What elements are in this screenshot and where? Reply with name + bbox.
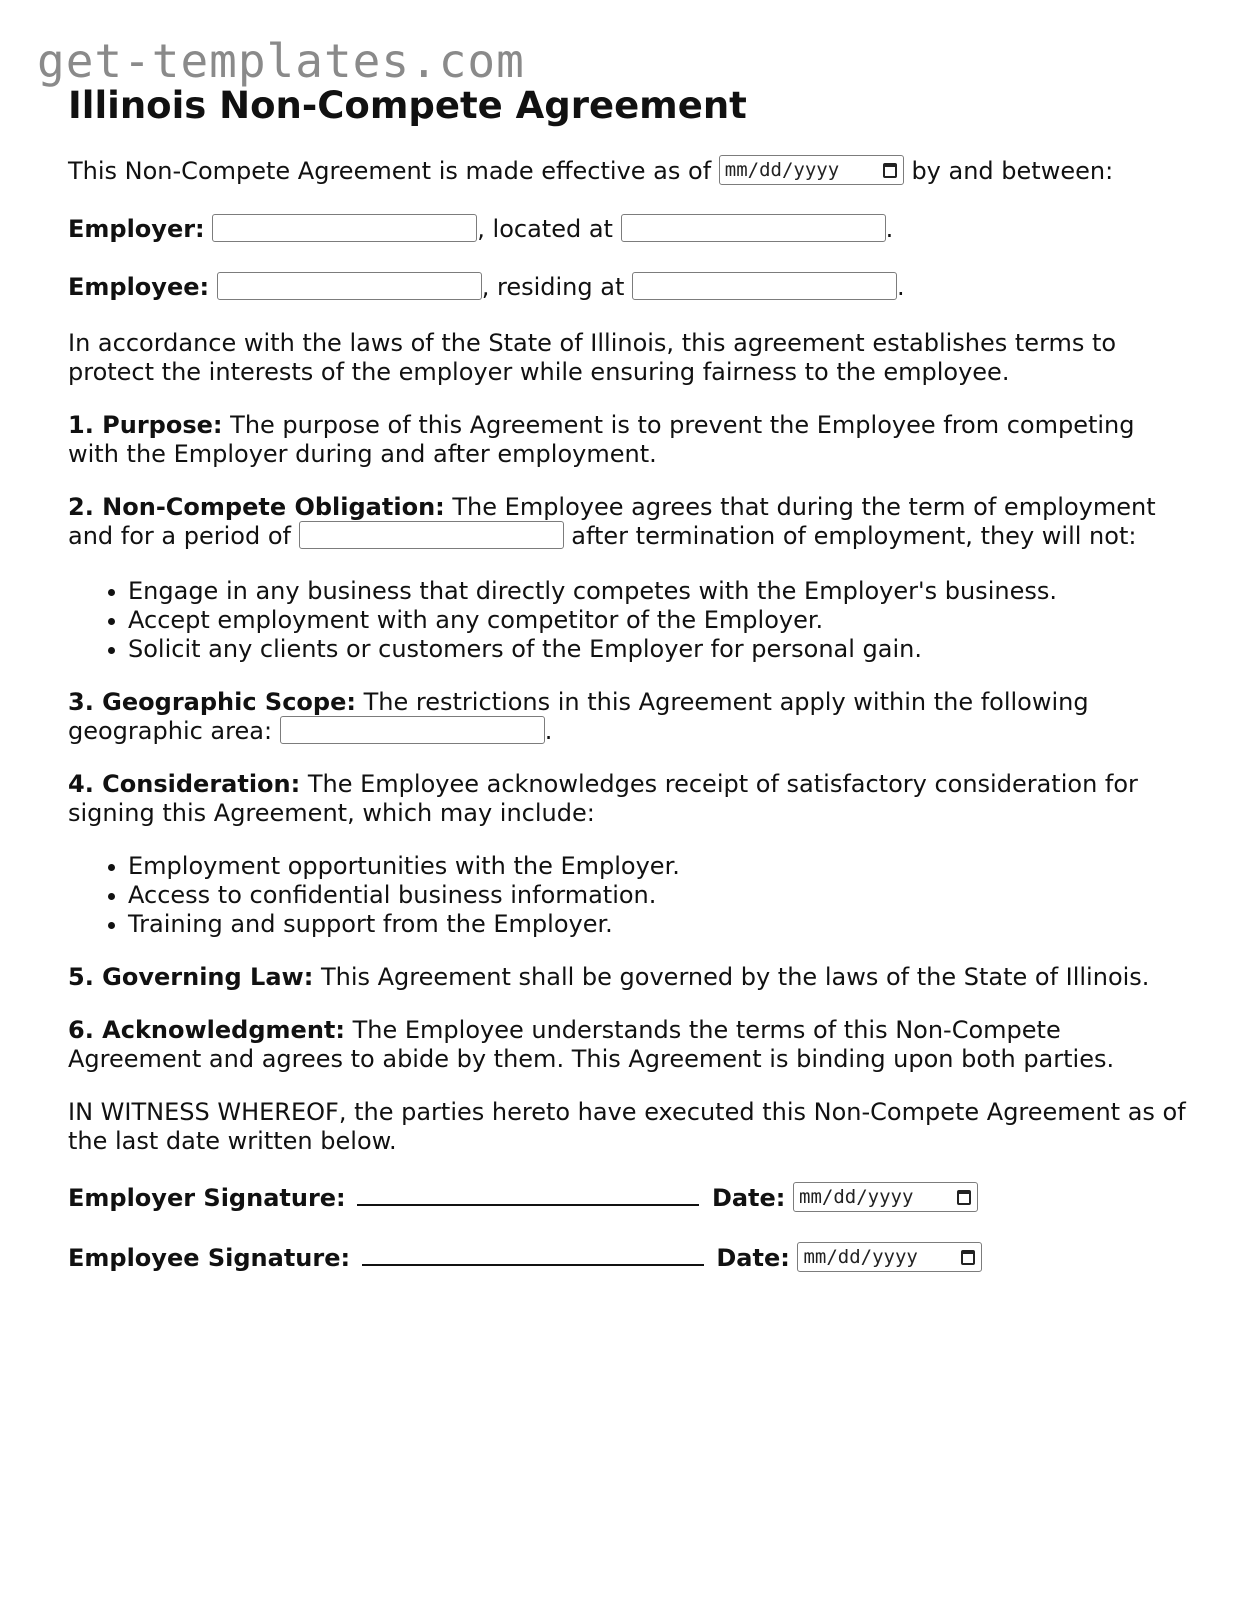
non-compete-heading: 2. Non-Compete Obligation:	[68, 493, 445, 521]
employer-end: .	[885, 215, 894, 243]
employee-address-input[interactable]	[632, 272, 897, 300]
employer-signature-label: Employer Signature:	[68, 1184, 346, 1212]
calendar-icon[interactable]	[883, 163, 897, 178]
employee-signature-label: Employee Signature:	[68, 1244, 351, 1272]
list-item: Training and support from the Employer.	[128, 910, 1188, 939]
geographic-area-input[interactable]	[280, 716, 545, 744]
calendar-icon[interactable]	[957, 1190, 971, 1205]
geographic-text: The restrictions in this Agreement apply within the following geographic area:	[68, 688, 1089, 745]
acknowledgment-heading: 6. Acknowledgment:	[68, 1016, 345, 1044]
employee-signature-row	[68, 1240, 1188, 1274]
section-consideration	[68, 770, 1188, 828]
period-input[interactable]	[299, 521, 564, 549]
list-item: Access to confidential business information.	[128, 881, 1188, 910]
consideration-heading: 4. Consideration:	[68, 770, 301, 798]
employee-connector: , residing at	[481, 273, 625, 301]
geographic-heading: 3. Geographic Scope:	[68, 688, 356, 716]
intro-text: This Non-Compete Agreement is made effective as of	[68, 157, 712, 185]
intro-text-after: by and between:	[911, 157, 1114, 185]
list-item: Engage in any business that directly competes with the Employer's business.	[128, 577, 1188, 606]
non-compete-list	[68, 577, 1188, 664]
geographic-end: .	[544, 717, 553, 745]
employer-date-label: Date:	[711, 1184, 786, 1212]
employee-date-input[interactable]	[797, 1242, 982, 1272]
employer-signature-line[interactable]	[357, 1180, 699, 1206]
employer-name-input[interactable]	[212, 214, 477, 242]
employer-signature-row	[68, 1180, 1188, 1214]
non-compete-text-after: after termination of employment, they will not:	[571, 522, 1137, 550]
employee-label: Employee:	[68, 273, 210, 301]
employee-end: .	[897, 273, 905, 301]
preamble: In accordance with the laws of the State of Illinois, this agreement establishes terms to protect the interests of the employer while ensuring fairness to the employee.	[68, 329, 1117, 386]
employee-name-input[interactable]	[217, 272, 482, 300]
non-compete-text: The Employee agrees that during the term of employment and for a period of	[68, 493, 1156, 550]
section-non-compete	[68, 493, 1188, 551]
date-placeholder: mm/dd/yyyy	[803, 1246, 918, 1268]
agreement-document	[68, 82, 1188, 1300]
calendar-icon[interactable]	[961, 1250, 975, 1265]
purpose-text: The purpose of this Agreement is to prevent the Employee from competing with the Employer during and after employment.	[68, 411, 1135, 468]
governing-law-text: This Agreement shall be governed by the laws of the State of Illinois.	[320, 963, 1150, 991]
employee-signature-line[interactable]	[362, 1240, 704, 1266]
employer-row	[68, 213, 1188, 245]
section-governing-law	[68, 963, 1188, 992]
date-placeholder: mm/dd/yyyy	[724, 159, 840, 181]
witness-clause: IN WITNESS WHEREOF, the parties hereto have executed this Non-Compete Agreement as of the last date written below.	[68, 1098, 1186, 1155]
effective-date-input[interactable]	[719, 155, 904, 185]
governing-law-heading: 5. Governing Law:	[68, 963, 314, 991]
section-geographic	[68, 688, 1188, 746]
page-title: Illinois Non-Compete Agreement	[68, 84, 747, 127]
list-item: Employment opportunities with the Employer.	[128, 852, 1188, 881]
consideration-list	[68, 852, 1188, 939]
purpose-heading: 1. Purpose:	[68, 411, 223, 439]
consideration-text: The Employee acknowledges receipt of satisfactory consideration for signing this Agreement, which may include:	[68, 770, 1138, 827]
section-purpose	[68, 411, 1188, 469]
employer-date-input[interactable]	[793, 1182, 978, 1212]
employer-connector: , located at	[477, 215, 613, 243]
list-item: Solicit any clients or customers of the Employer for personal gain.	[128, 635, 1188, 664]
effective-date-row	[68, 155, 1188, 187]
date-placeholder: mm/dd/yyyy	[799, 1186, 914, 1208]
employer-address-input[interactable]	[621, 214, 886, 242]
watermark: get-templates.com	[37, 34, 525, 88]
list-item: Accept employment with any competitor of the Employer.	[128, 606, 1188, 635]
employee-row	[68, 271, 1188, 303]
employer-label: Employer:	[68, 215, 205, 243]
acknowledgment-text: The Employee understands the terms of this Non-Compete Agreement and agrees to abide by them. This Agreement is binding upon both parties.	[68, 1016, 1115, 1073]
employee-date-label: Date:	[716, 1244, 790, 1272]
section-acknowledgment	[68, 1016, 1188, 1074]
